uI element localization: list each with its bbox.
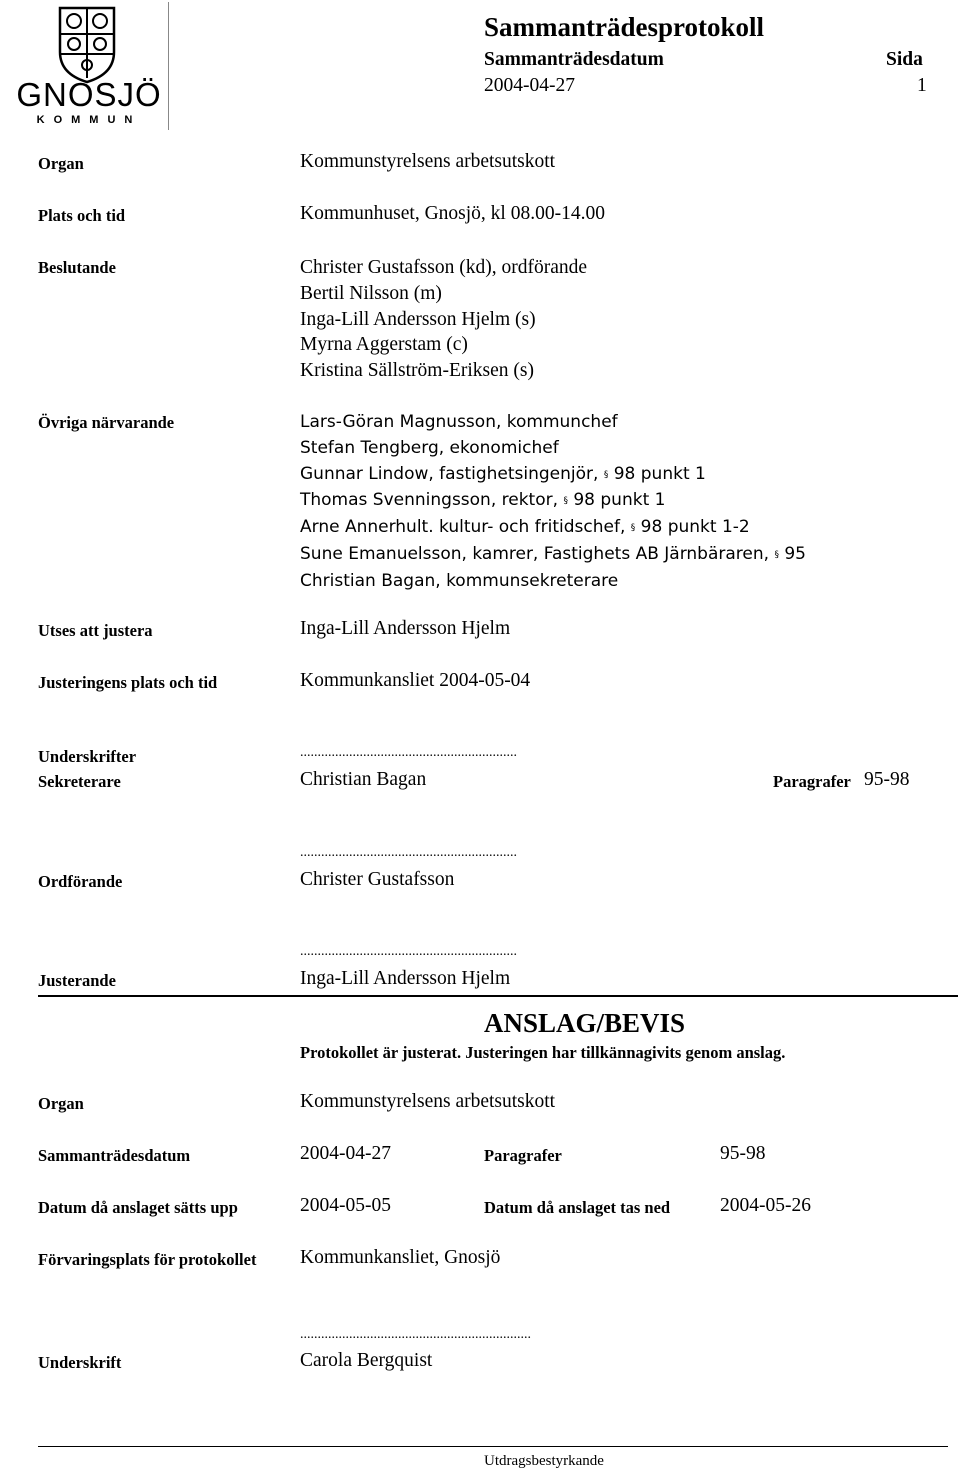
signature-line: .............................................................. [300,745,517,760]
list-item: Stefan Tengberg, ekonomichef [300,437,559,458]
list-item: Sune Emanuelsson, kamrer, Fastighets AB Järnbäraren, § 95 [300,543,806,564]
storage-label: Förvaringsplats för protokollet [38,1250,257,1269]
list-item: Kristina Sällström-Eriksen (s) [300,360,534,382]
signer-name: Carola Bergquist [300,1350,433,1371]
place-label: Plats och tid [38,206,126,225]
secretary-label: Sekreterare [38,772,121,791]
notice-statement: Protokollet är justerat. Justeringen har tillkännagivits genom anslag. [300,1043,786,1062]
coat-of-arms-icon [8,2,170,130]
paragraphs-value: 95-98 [864,769,910,790]
removed-label: Datum då anslaget tas ned [484,1198,671,1217]
chair-label: Ordförande [38,872,123,891]
header-date: 2004-04-27 [484,75,575,96]
municipality-logo [8,2,170,130]
adjust-place-value: Kommunkansliet 2004-05-04 [300,670,531,691]
storage-value: Kommunkansliet, Gnosjö [300,1247,501,1268]
header-page-label: Sida [886,49,923,70]
header-page-number: 1 [917,75,927,96]
section-icon: § [774,549,779,560]
header-date-label: Sammanträdesdatum [484,49,664,70]
section-divider [38,995,958,997]
logo-divider [168,2,169,130]
logo-subtext: KOMMUN [36,114,142,126]
sign-label: Underskrift [38,1353,122,1372]
signatures-label: Underskrifter [38,747,137,766]
notice-paragraphs: 95-98 [720,1143,766,1164]
adjuster-label: Justerande [38,971,116,990]
list-item: Arne Annerhult. kultur- och fritidschef, § 98 punkt 1-2 [300,517,750,538]
others-list [300,410,806,595]
list-item: Thomas Svenningsson, rektor, § 98 punkt 1 [300,490,666,511]
removed-date: 2004-05-26 [720,1195,811,1216]
adjust-value: Inga-Lill Andersson Hjelm [300,618,511,639]
signature-line: .................................................................. [300,1327,531,1342]
notice-paragraphs-label: Paragrafer [484,1146,562,1165]
posted-label: Datum då anslaget sätts upp [38,1198,238,1217]
logo-wordmark: GNOSJÖ [16,76,162,113]
deciding-label: Beslutande [38,258,116,277]
others-label: Övriga närvarande [38,413,175,432]
list-item: Bertil Nilsson (m) [300,282,442,304]
notice-organ: Kommunstyrelsens arbetsutskott [300,1091,556,1112]
organ-label: Organ [38,154,84,173]
adjust-label: Utses att justera [38,621,153,640]
list-item: Lars-Göran Magnusson, kommunchef [300,412,618,432]
organ-value: Kommunstyrelsens arbetsutskott [300,151,556,172]
list-item: Gunnar Lindow, fastighetsingenjör, § 98 punkt 1 [300,463,706,484]
posted-date: 2004-05-05 [300,1195,391,1216]
notice-title: ANSLAG/BEVIS [484,1008,686,1038]
section-icon: § [563,496,568,507]
paragraphs-label: Paragrafer [773,772,851,791]
adjuster-name: Inga-Lill Andersson Hjelm [300,968,511,989]
adjust-place-label: Justeringens plats och tid [38,673,218,692]
deciding-list [300,255,587,384]
secretary-name: Christian Bagan [300,769,427,790]
list-item: Myrna Aggerstam (c) [300,334,468,356]
list-item: Christian Bagan, kommunsekreterare [300,570,619,591]
document-title: Sammanträdesprotokoll [484,12,765,42]
list-item: Inga-Lill Andersson Hjelm (s) [300,308,536,330]
footer-text: Utdragsbestyrkande [484,1453,604,1469]
footer-divider [38,1446,948,1447]
chair-name: Christer Gustafsson [300,869,455,890]
notice-date: 2004-04-27 [300,1143,391,1164]
section-icon: § [630,523,636,534]
place-value: Kommunhuset, Gnosjö, kl 08.00-14.00 [300,203,605,224]
notice-organ-label: Organ [38,1094,84,1113]
section-icon: § [603,469,609,480]
notice-date-label: Sammanträdesdatum [38,1146,191,1165]
list-item: Christer Gustafsson (kd), ordförande [300,257,588,278]
signature-line: .............................................................. [300,845,517,860]
signature-line: .............................................................. [300,944,517,959]
